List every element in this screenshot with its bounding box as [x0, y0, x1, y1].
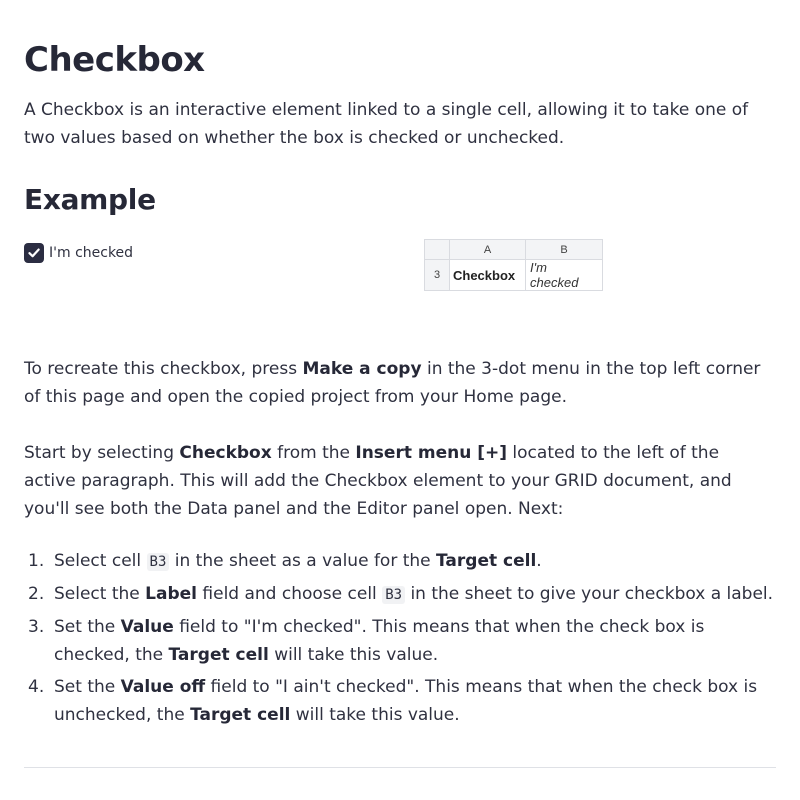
checkbox-label: I'm checked: [49, 245, 134, 261]
text-span: .: [536, 551, 542, 571]
cell-a3[interactable]: Checkbox: [450, 260, 526, 291]
text-span: field to "I'm checked". This means that when the check box is checked, the: [54, 617, 705, 665]
text-span: located to the left of the active paragraph. This will add the Checkbox element to your GRID document, and you'll see both the Data panel and the Editor panel open. Next:: [24, 443, 732, 519]
copy-instructions-paragraph: [24, 355, 776, 411]
checkmark-icon: [27, 246, 41, 260]
example-heading: Example: [24, 183, 156, 216]
text-span: from the: [271, 443, 356, 463]
row-header-3[interactable]: 3: [425, 260, 450, 291]
text-span: Start by selecting: [24, 443, 180, 463]
section-divider: [24, 767, 776, 768]
list-item: [24, 613, 780, 669]
text-span: in the sheet to give your checkbox a label.: [405, 584, 774, 604]
text-span: Set the: [54, 677, 121, 697]
bold-text: Label: [145, 584, 197, 604]
checkbox-box[interactable]: [24, 243, 44, 263]
text-span: Select the: [54, 584, 146, 604]
list-number: 3.: [28, 617, 45, 637]
text-span: will take this value.: [290, 705, 460, 725]
list-number: 2.: [28, 584, 45, 604]
text-span: To recreate this checkbox, press: [24, 359, 303, 379]
list-item: [24, 580, 780, 609]
text-span: field and choose cell: [197, 584, 383, 604]
steps-list: [24, 547, 780, 733]
bold-text: Target cell: [190, 705, 291, 725]
bold-text: Value off: [120, 677, 206, 697]
bold-insert-menu: Insert menu [+]: [355, 443, 508, 463]
list-item: [24, 547, 780, 576]
bold-make-a-copy: Make a copy: [302, 359, 422, 379]
inline-code: B3: [382, 586, 405, 604]
page-title: Checkbox: [24, 40, 205, 80]
text-span: Set the: [54, 617, 121, 637]
bold-text: Target cell: [436, 551, 537, 571]
column-header-b[interactable]: B: [526, 240, 603, 260]
list-number: 1.: [28, 551, 45, 571]
intro-paragraph: A Checkbox is an interactive element linked to a single cell, allowing it to take one of two values based on whether the box is checked or unchecked.: [24, 100, 749, 148]
spreadsheet-preview: [424, 239, 603, 291]
cell-b3[interactable]: I'm checked: [526, 260, 603, 291]
text-span: Select cell: [54, 551, 147, 571]
inline-code: B3: [147, 553, 170, 571]
example-checkbox[interactable]: [24, 243, 133, 263]
column-header-a[interactable]: A: [450, 240, 526, 260]
bold-checkbox: Checkbox: [179, 443, 272, 463]
text-span: field to "I ain't checked". This means that when the check box is unchecked, the: [54, 677, 758, 725]
bold-text: Target cell: [168, 645, 269, 665]
list-item: [24, 673, 780, 729]
sheet-corner-cell[interactable]: [425, 240, 450, 260]
text-span: will take this value.: [268, 645, 439, 665]
bold-text: Value: [120, 617, 174, 637]
insert-instructions-paragraph: [24, 439, 776, 523]
text-span: in the 3-dot menu in the top left corner of this page and open the copied project from your Home page.: [24, 359, 761, 407]
text-span: in the sheet as a value for the: [169, 551, 437, 571]
list-number: 4.: [28, 677, 45, 697]
